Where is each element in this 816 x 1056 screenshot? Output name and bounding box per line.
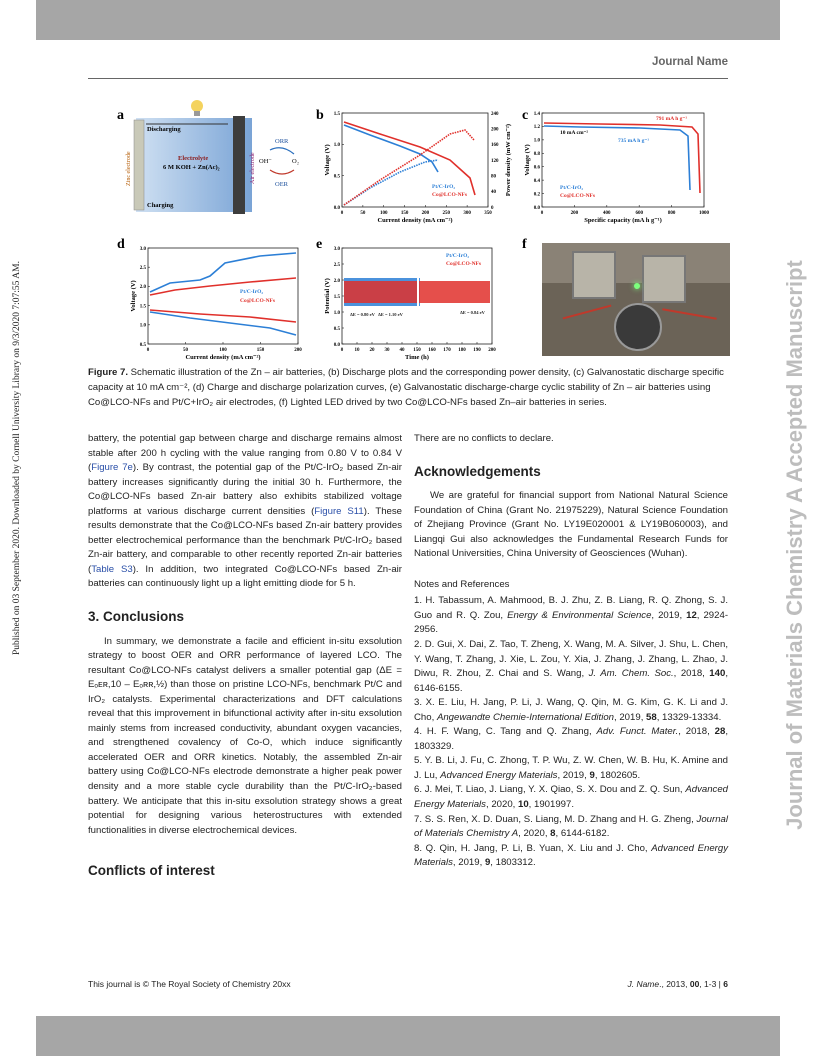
panel-c-legend-pt: Pt/C-IrO₂ xyxy=(560,185,584,191)
panel-c-x-tick-label: 600 xyxy=(635,211,643,216)
reference-item: 8. Q. Qin, H. Jang, P. Li, B. Yuan, X. Liu and J. Cho, Advanced Energy Materials, 2019, 9, 1803312. xyxy=(414,842,728,869)
panel-e-x-tick-label: 0 xyxy=(340,348,344,353)
panel-b-x-tick-label: 350 xyxy=(484,211,492,216)
panel-c-chart xyxy=(524,112,710,224)
panel-b-chart xyxy=(324,112,512,224)
panel-e-annot-1: ΔE = 0.80 eV xyxy=(350,312,375,317)
panel-c-y-axis-label: Voltage (V) xyxy=(524,144,531,176)
panel-c-legend-co: Co@LCO-NFs xyxy=(560,193,596,199)
footer-right: J. Name., 2013, 00, 1-3 | 6 xyxy=(627,979,728,989)
panel-d-y-tick-label: 2.0 xyxy=(139,285,146,291)
panel-a-electrolyte-composition: 6 M KOH + Zn(Ac)₂ xyxy=(163,164,220,171)
panel-d-y-axis-label: Voltage (V) xyxy=(130,280,137,312)
panel-a-o2: O₂ xyxy=(292,158,299,165)
side-watermark: Journal of Materials Chemistry A Accepted Manuscript xyxy=(782,260,807,830)
reference-list xyxy=(414,594,728,870)
panel-b-x-tick-label: 250 xyxy=(442,211,451,216)
footer-left: This journal is © The Royal Society of Chemistry 20xx xyxy=(88,979,291,989)
panel-e-y-tick-label: 0.0 xyxy=(333,342,340,348)
panel-b-legend-pt: Pt/C-IrO₂ xyxy=(432,184,456,190)
panel-a-air-electrode: Air electrode xyxy=(250,152,256,184)
panel-d-legend-pt: Pt/C-IrO₂ xyxy=(240,289,264,295)
panel-c-y-tick-label: 0.0 xyxy=(533,205,540,211)
reference-item: 4. H. F. Wang, C. Tang and Q. Zhang, Adv. Funct. Mater., 2018, 28, 1803329. xyxy=(414,726,728,752)
left-column xyxy=(88,432,402,879)
heading-acknowledgements: Acknowledgements xyxy=(414,463,541,479)
panel-d-x-tick-label: 100 xyxy=(219,348,227,353)
panel-b-y2-tick-label: 160 xyxy=(491,143,499,149)
panel-c-annot-pt: 735 mA h g⁻¹ xyxy=(618,138,649,144)
panel-c-y-tick-label: 0.2 xyxy=(533,192,540,198)
panel-c-x-axis-label: Specific capacity (mA h g⁻¹) xyxy=(584,217,662,224)
link-table-s3[interactable]: Table S3 xyxy=(91,563,133,575)
panel-e-y-axis-label: Potential (V) xyxy=(324,278,331,314)
no-conflicts-text: There are no conflicts to declare. xyxy=(414,433,554,444)
panel-b-y2-tick-label: 40 xyxy=(491,190,496,196)
reference-item: 1. H. Tabassum, A. Mahmood, B. J. Zhu, Z. B. Liang, R. Q. Zhong, S. J. Guo and R. Q. Zou, Energy & Environmental Science, 2019, 12, 2924-2956. xyxy=(414,595,729,636)
panel-b-x-axis-label: Current density (mA cm⁻²) xyxy=(377,217,453,224)
reference-item: 2. D. Gui, X. Dai, Z. Tao, T. Zheng, X. Wang, M. A. Silver, J. Shu, L. Chen, Y. Wang, T. Zhang, J. Xie, L. Zou, Y. Xia, J. Zhang, J. Zhang, L. Zhao, J. Diwu, R. Zhou, Z. Chai and S. Wang, J. Am. Chem. Soc., 2018, 140, 6146-6155. xyxy=(414,639,728,694)
panel-e-x-tick-label: 30 xyxy=(384,348,390,353)
panel-c-y-tick-label: 0.4 xyxy=(533,178,540,184)
panel-d-charge-pt xyxy=(150,253,296,292)
panel-e-y-tick-label: 2.0 xyxy=(333,278,340,284)
panel-d-y-tick-label: 0.5 xyxy=(139,342,146,348)
panel-b-x-tick-label: 150 xyxy=(400,211,409,216)
panel-d-chart xyxy=(130,247,302,361)
journal-name: Journal Name xyxy=(651,56,728,68)
panel-b-y2-tick-label: 120 xyxy=(491,158,499,164)
panel-d-y-tick-label: 3.0 xyxy=(139,246,146,252)
panel-c-annot-co: 791 mA h g⁻¹ xyxy=(656,116,687,122)
panel-b-y-tick-label: 1.5 xyxy=(333,111,340,117)
panel-d-charge-co xyxy=(150,278,296,295)
panel-e-x-tick-label: 40 xyxy=(399,348,405,353)
panel-d-legend-co: Co@LCO-NFs xyxy=(240,298,276,304)
reference-item: 6. J. Mei, T. Liao, J. Liang, Y. X. Qiao, S. X. Dou and Z. Q. Sun, Advanced Energy Materials, 2020, 10, 1901997. xyxy=(414,784,728,811)
panel-c-x-tick-label: 400 xyxy=(603,211,611,216)
panel-e-x-tick-label: 20 xyxy=(369,348,375,353)
panel-c-x-tick-label: 1000 xyxy=(699,211,709,216)
panel-letter-a: a xyxy=(117,108,124,123)
panel-letter-c: c xyxy=(522,108,529,123)
panel-b-x-tick-label: 200 xyxy=(421,211,430,216)
panel-e-x-axis-label: Time (h) xyxy=(405,354,429,361)
panel-c-annot-current: 10 mA cm⁻² xyxy=(560,130,589,136)
panel-c-y-tick-label: 0.6 xyxy=(533,165,540,171)
panel-c-y-tick-label: 1.2 xyxy=(533,125,540,131)
panel-b-y-tick-label: 0.5 xyxy=(333,174,340,180)
heading-conclusions: 3. Conclusions xyxy=(88,609,185,625)
right-column xyxy=(414,432,728,871)
body-paragraph-1: battery, the potential gap between charge and discharge remains almost stable after 200 h cycling with the value ranging from 0.80 V to 0.84 V (Figure 7e). By contrast, the potential gap of the Pt/C-IrO₂ based Zn-air battery increases significantly during the initial 30 h. Furthermore, the Co@LCO-NFs based Zn-air battery also exhibits stabilized voltage platforms at various discharge current densities (Figure S11). These results demonstrate that the Co@LCO-NFs based Zn-air battery provides better electrochemical performance than the benchmark Pt/C-IrO₂ based Zn-air battery, and comparable to other recently reported Zn-air batteries (Table S3). In addition, two integrated Co@LCO-NFs based Zn-air batteries can continuously light up a light emitting diode for 5 h. xyxy=(88,433,403,590)
panel-f-photo xyxy=(542,243,730,356)
panel-letter-e: e xyxy=(316,237,323,252)
panel-e-y-tick-label: 3.0 xyxy=(333,246,340,252)
panel-e-x-tick-label: 10 xyxy=(354,348,360,353)
panel-b-x-tick-label: 0 xyxy=(340,211,344,216)
panel-c-y-tick-label: 0.8 xyxy=(533,152,540,158)
panel-e-legend-pt: Pt/C-IrO₂ xyxy=(446,253,470,259)
panel-e-x-tick-label: 160 xyxy=(428,348,436,353)
panel-b-y-axis-label: Voltage (V) xyxy=(324,144,331,176)
bottom-bar xyxy=(36,1016,780,1056)
panel-b-y2-tick-label: 200 xyxy=(491,127,499,133)
side-published-note: Published on 03 September 2020. Downloaded by Cornell University Library on 9/3/2020 7:07:55 AM. xyxy=(12,261,22,655)
figure-caption: Figure 7. Schematic illustration of the Zn – air batteries, (b) Discharge plots and the corresponding power density, (c) Galvanostatic discharge specific capacity at 10 mA cm⁻², (d) Charge and discharge polarization curves, (e) Galvanostatic discharge-charge cyclic stability of Zn – air batteries using Co@LCO-NFs and Pt/C+IrO₂ air electrodes, (f) Lighted LED drived by two Co@LCO-NFs based Zn–air batteries in series. xyxy=(88,367,724,408)
panel-c-y-tick-label: 1.4 xyxy=(533,111,540,117)
panel-a-oer: OER xyxy=(275,181,288,188)
panel-b-x-tick-label: 50 xyxy=(360,211,366,216)
panel-b-y-tick-label: 1.0 xyxy=(333,143,340,149)
panel-b-x-tick-label: 300 xyxy=(463,211,471,216)
heading-conflicts: Conflicts of interest xyxy=(88,863,215,879)
panel-d-x-tick-label: 50 xyxy=(183,348,188,353)
panel-a-charging: Charging xyxy=(147,202,174,209)
panel-a-oh: OH⁻ xyxy=(259,158,272,165)
panel-e-legend-co: Co@LCO-NFs xyxy=(446,261,482,267)
panel-e-y-tick-label: 0.5 xyxy=(333,326,340,332)
reference-item: 5. Y. B. Li, J. Fu, C. Zhong, T. P. Wu, Z. W. Chen, W. B. Hu, K. Amine and J. Lu, Advanced Energy Materials, 2019, 9, 1802605. xyxy=(414,755,728,781)
panel-b-y2-tick-label: 240 xyxy=(491,111,499,117)
panel-e-y-tick-label: 2.5 xyxy=(333,262,340,268)
panel-e-chart xyxy=(324,247,496,361)
panel-d-x-axis-label: Current density (mA cm⁻²) xyxy=(185,354,261,361)
panel-letter-f: f xyxy=(522,237,527,252)
panel-e-x-tick-label: 180 xyxy=(458,348,466,353)
link-figure-s11[interactable]: Figure S11 xyxy=(314,505,364,517)
acknowledgements-text: We are grateful for financial support from National Natural Science Foundation of China (Grant No. 21975229), Natural Science Foundation of Zhejiang Province (Grant No. LY19E020001 & LY19B060003), and Liangqi Gui also acknowledges the Fundamental Research Funds for National Universities, China University of Geosciences (Wuhan). xyxy=(414,490,728,560)
panel-e-y-tick-label: 1.5 xyxy=(333,294,340,300)
panel-a-discharging: Discharging xyxy=(147,126,181,133)
panel-c-x-tick-label: 0 xyxy=(540,211,544,216)
panel-b-x-tick-label: 100 xyxy=(379,211,388,216)
notes-title: Notes and References xyxy=(414,578,510,590)
panel-d-x-tick-label: 200 xyxy=(294,348,302,353)
panel-e-annot-2: ΔE = 1.10 eV xyxy=(378,312,403,317)
panel-d-y-tick-label: 2.5 xyxy=(139,266,146,271)
panel-b-y-tick-label: 0.0 xyxy=(333,205,340,211)
reference-item: 7. S. S. Ren, X. D. Duan, S. Liang, M. D. Zhang and H. G. Zheng, Journal of Materials Chemistry A, 2020, 8, 6144-6182. xyxy=(414,813,728,840)
panel-b-y2-tick-label: 80 xyxy=(491,174,496,180)
panel-e-x-tick-label: 150 xyxy=(413,348,421,353)
panel-a-orr: ORR xyxy=(275,138,289,145)
panel-e-x-tick-label: 200 xyxy=(488,348,496,353)
panel-d-x-tick-label: 0 xyxy=(146,348,150,353)
panel-a-zinc-electrode: Zinc electrode xyxy=(126,151,132,186)
panel-c-x-tick-label: 200 xyxy=(570,211,579,216)
panel-e-x-tick-label: 170 xyxy=(443,348,451,353)
panel-b-y2-tick-label: 0 xyxy=(491,205,494,211)
panel-e-y-tick-label: 1.0 xyxy=(333,310,340,316)
panel-c-x-tick-label: 800 xyxy=(667,211,676,216)
panel-d-x-tick-label: 150 xyxy=(256,348,265,353)
panel-e-x-tick-label: 190 xyxy=(473,348,481,353)
reference-item: 3. X. E. Liu, H. Jang, P. Li, J. Wang, Q. Qin, M. G. Kim, G. K. Li and J. Cho, Angewandte Chemie-International Edition, 2019, 58, 13329-13334. xyxy=(414,697,728,723)
panel-b-legend-co: Co@LCO-NFs xyxy=(432,192,468,198)
panel-b-y2-axis-label: Power density (mW cm⁻²) xyxy=(505,123,512,197)
panel-d-y-tick-label: 1.0 xyxy=(139,323,146,329)
link-figure-7e[interactable]: Figure 7e xyxy=(91,462,133,474)
panel-letter-d: d xyxy=(117,237,125,252)
panel-d-y-tick-label: 1.5 xyxy=(139,304,146,310)
panel-b-power-pt xyxy=(344,160,438,205)
panel-e-annot-3: ΔE = 0.84 eV xyxy=(460,310,485,315)
panel-c-y-tick-label: 1.0 xyxy=(533,138,540,144)
panel-letter-b: b xyxy=(316,108,324,123)
body-paragraph-conclusions: In summary, we demonstrate a facile and efficient in-situ exsolution strategy to boost OER and ORR performance of layered LCO. The resultant Co@LCO-NFs catalyst delivers a smaller potential gap (ΔE = Eₒᴇʀ,10 – Eₒʀʀ,½) than those on pristine LCO-NFs, benchmark Pt/C and IrO₂ catalysts. Experimental characterizations and DFT calculations reveal that this improvement in bifunctional activity after in-situ exsolution mainly stems from increased conductivity, abundant oxygen vacancies, and strengthened covalency of Co-O, which induce significantly accelerated OER and ORR kinetics. Notably, the assembled Zn-air battery using Co@LCO-NFs electrode demonstrate a higher peak power density and a more stable cycle durability than the Pt/C-IrO₂-based battery. We anticipate that this in-situ exsolution strategy shows a great potential for designing various heterostructures with extended functionalities in diverse electrochemical devices. xyxy=(88,635,402,836)
panel-a-schematic xyxy=(126,100,299,214)
panel-a-electrolyte: Electrolyte xyxy=(178,155,209,162)
